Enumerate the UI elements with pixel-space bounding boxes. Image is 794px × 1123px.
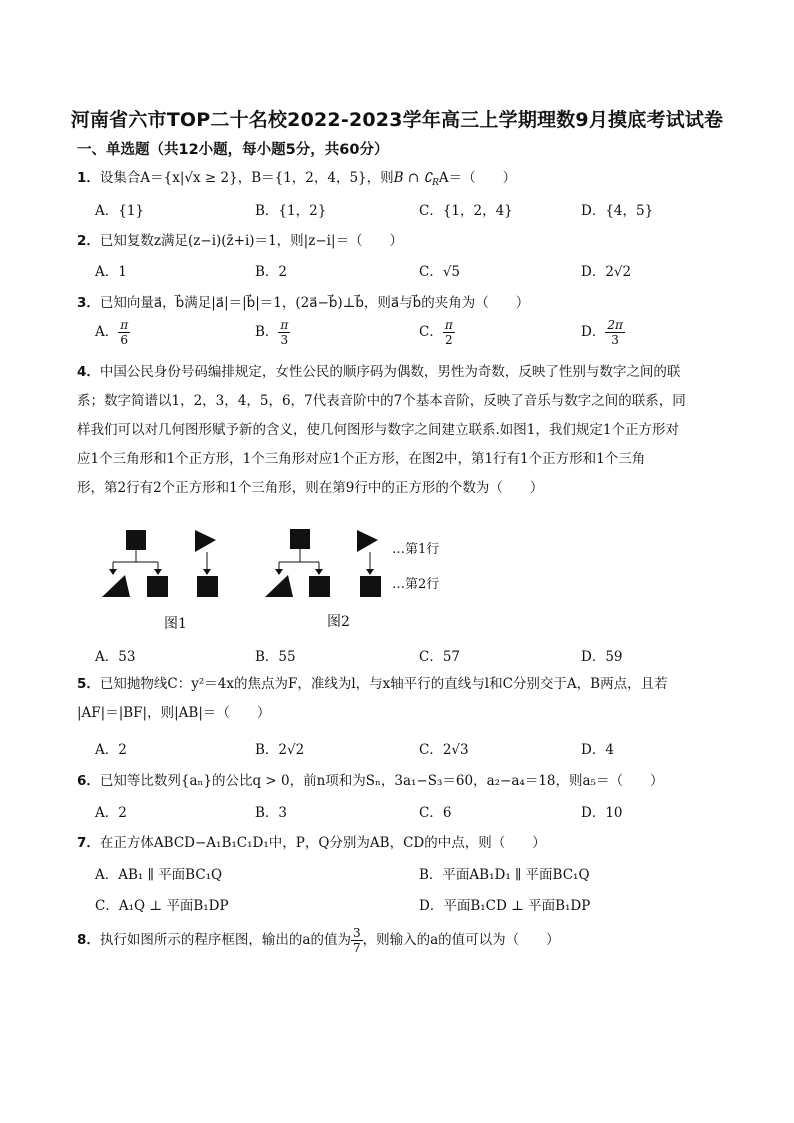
q5-option-a[interactable]: A．2 <box>95 742 127 758</box>
q4-option-b[interactable]: B．55 <box>255 649 296 665</box>
q5-option-c[interactable]: C．2√3 <box>419 742 469 758</box>
fraction-numerator: π <box>280 318 289 332</box>
row-2-label: …第2行 <box>392 577 440 592</box>
q2-option-a[interactable]: A．1 <box>95 264 127 280</box>
option-label: B． <box>255 324 279 340</box>
q2-option-b[interactable]: B．2 <box>255 264 288 280</box>
question-8 <box>77 926 560 955</box>
square-shape <box>360 576 381 597</box>
square-shape <box>126 530 146 550</box>
question-4-line-4: 应1个三角形和1个正方形，1个三角形对应1个正方形，在图2中，第1行有1个正方形和1个三角 <box>77 451 646 467</box>
q3-option-a[interactable] <box>95 318 130 347</box>
fraction-numerator: 2π <box>607 318 623 332</box>
q2-option-c[interactable]: C．√5 <box>419 264 461 280</box>
question-number: 1． <box>77 170 100 186</box>
triangle-shape <box>102 575 130 597</box>
q4-option-d[interactable]: D．59 <box>581 649 623 665</box>
q6-option-d[interactable]: D．10 <box>581 805 623 821</box>
row-1-label: …第1行 <box>392 542 440 557</box>
question-6-stem: 已知等比数列{aₙ}的公比q > 0，前n项和为Sₙ，3a₁−S₃＝60，a₂−a₄＝18，则a₅＝（ ） <box>99 773 664 789</box>
question-8-stem-b: ，则输入的a的值可以为（ ） <box>362 932 560 948</box>
q3-option-b[interactable] <box>255 318 290 347</box>
question-3 <box>77 291 529 311</box>
fraction-denominator: 6 <box>120 333 129 347</box>
question-4-line-2: 系；数字简谱以1，2，3，4，5，6，7代表音阶中的7个基本音阶，反映了音乐与数字之间的联系，同 <box>77 393 686 409</box>
q4-figure <box>95 522 395 607</box>
question-1-stem-b: A＝{x|√x ≥ 2}，B＝{1，2，4，5}，则 <box>140 170 394 186</box>
question-1-stem-c: B ∩ ∁ <box>393 170 433 186</box>
question-7-stem: 在正方体ABCD−A₁B₁C₁D₁中，P，Q分别为AB，CD的中点，则（ ） <box>99 835 546 851</box>
square-shape <box>309 576 330 597</box>
figure-2-caption: 图2 <box>327 614 350 630</box>
question-number: 7． <box>77 835 100 851</box>
question-7 <box>77 831 546 851</box>
question-5-line-2: |AF|＝|BF|，则|AB|＝（ ） <box>77 705 271 721</box>
question-4-line-5: 形，第2行有2个正方形和1个三角形，则在第9行中的正方形的个数为（ ） <box>77 480 544 496</box>
q4-option-a[interactable]: A．53 <box>95 649 136 665</box>
page-title: 河南省六市TOP二十名校2022-2023学年高三上学期理数9月摸底考试试卷 <box>70 109 724 131</box>
fraction-denominator: 3 <box>611 333 619 347</box>
q3-option-d[interactable] <box>581 318 625 347</box>
option-label: D． <box>581 324 606 340</box>
question-6 <box>77 769 663 789</box>
question-1-stem-a: 设集合 <box>99 170 141 186</box>
question-number: 4． <box>77 364 100 380</box>
option-label: A． <box>95 324 119 340</box>
fraction-denominator: 2 <box>444 333 453 347</box>
fraction-numerator: π <box>444 318 453 332</box>
question-8-stem-a: 执行如图所示的程序框图，输出的a的值为 <box>99 932 351 948</box>
q1-option-a[interactable]: A．{1} <box>95 203 145 219</box>
section-heading: 一、单选题（共12小题，每小题5分，共60分） <box>77 142 389 158</box>
question-1 <box>77 166 516 188</box>
square-shape <box>290 529 310 549</box>
question-number: 8． <box>77 932 100 948</box>
q7-option-a[interactable]: A．AB₁ ∥ 平面BC₁Q <box>95 867 223 883</box>
q7-option-b[interactable]: B．平面AB₁D₁ ∥ 平面BC₁Q <box>419 867 590 883</box>
question-1-stem-e: A＝（ ） <box>438 170 517 186</box>
triangle-shape <box>265 575 293 597</box>
fraction-denominator: 3 <box>280 333 289 347</box>
figure-1 <box>102 530 218 597</box>
fraction-denominator: 7 <box>352 941 361 955</box>
question-number: 3． <box>77 295 100 311</box>
fraction-numerator: 3 <box>352 926 361 940</box>
q1-option-d[interactable]: D．{4，5} <box>581 203 654 219</box>
figure-1-caption: 图1 <box>164 616 187 632</box>
q5-option-d[interactable]: D．4 <box>581 742 614 758</box>
question-2-stem: 已知复数z满足(z−i)(z̄+i)＝1，则|z−i|＝（ ） <box>99 233 403 249</box>
question-number: 2． <box>77 233 100 249</box>
question-number: 5． <box>77 676 100 692</box>
question-5-line-1: 已知抛物线C：y²＝4x的焦点为F，准线为l，与x轴平行的直线与l和C分别交于A，B两点，且若 <box>99 676 668 692</box>
question-4 <box>77 358 717 503</box>
question-number: 6． <box>77 773 100 789</box>
square-shape <box>197 576 218 597</box>
q2-option-d[interactable]: D．2√2 <box>581 264 632 280</box>
q7-option-c[interactable]: C．A₁Q ⊥ 平面B₁DP <box>95 898 229 914</box>
fraction-numerator: π <box>120 318 129 332</box>
q3-option-c[interactable] <box>419 318 455 347</box>
q1-option-b[interactable]: B．{1，2} <box>255 203 327 219</box>
option-label: C． <box>419 324 443 340</box>
q4-option-c[interactable]: C．57 <box>419 649 461 665</box>
question-4-line-3: 样我们可以对几何图形赋予新的含义，使几何图形与数字之间建立联系.如图1，我们规定1个正方形对 <box>77 422 679 438</box>
question-3-stem: 已知向量a⃗，b⃗满足|a⃗|＝|b⃗|＝1，(2a⃗−b⃗)⊥b⃗，则a⃗与b⃗的夹角为（ ） <box>99 295 530 311</box>
q6-option-c[interactable]: C．6 <box>419 805 452 821</box>
question-2 <box>77 229 403 249</box>
figure-2 <box>265 529 381 597</box>
triangle-shape <box>195 530 216 552</box>
q7-option-d[interactable]: D．平面B₁CD ⊥ 平面B₁DP <box>419 898 591 914</box>
question-5 <box>77 670 717 728</box>
square-shape <box>147 576 168 597</box>
q6-option-b[interactable]: B．3 <box>255 805 288 821</box>
q1-option-c[interactable]: C．{1，2，4} <box>419 203 513 219</box>
triangle-shape <box>357 530 378 552</box>
q5-option-b[interactable]: B．2√2 <box>255 742 305 758</box>
q6-option-a[interactable]: A．2 <box>95 805 127 821</box>
question-4-line-1: 中国公民身份号码编排规定，女性公民的顺序码为偶数，男性为奇数，反映了性别与数字之间的联 <box>99 364 681 380</box>
question-1-stem-d: R <box>432 178 439 188</box>
